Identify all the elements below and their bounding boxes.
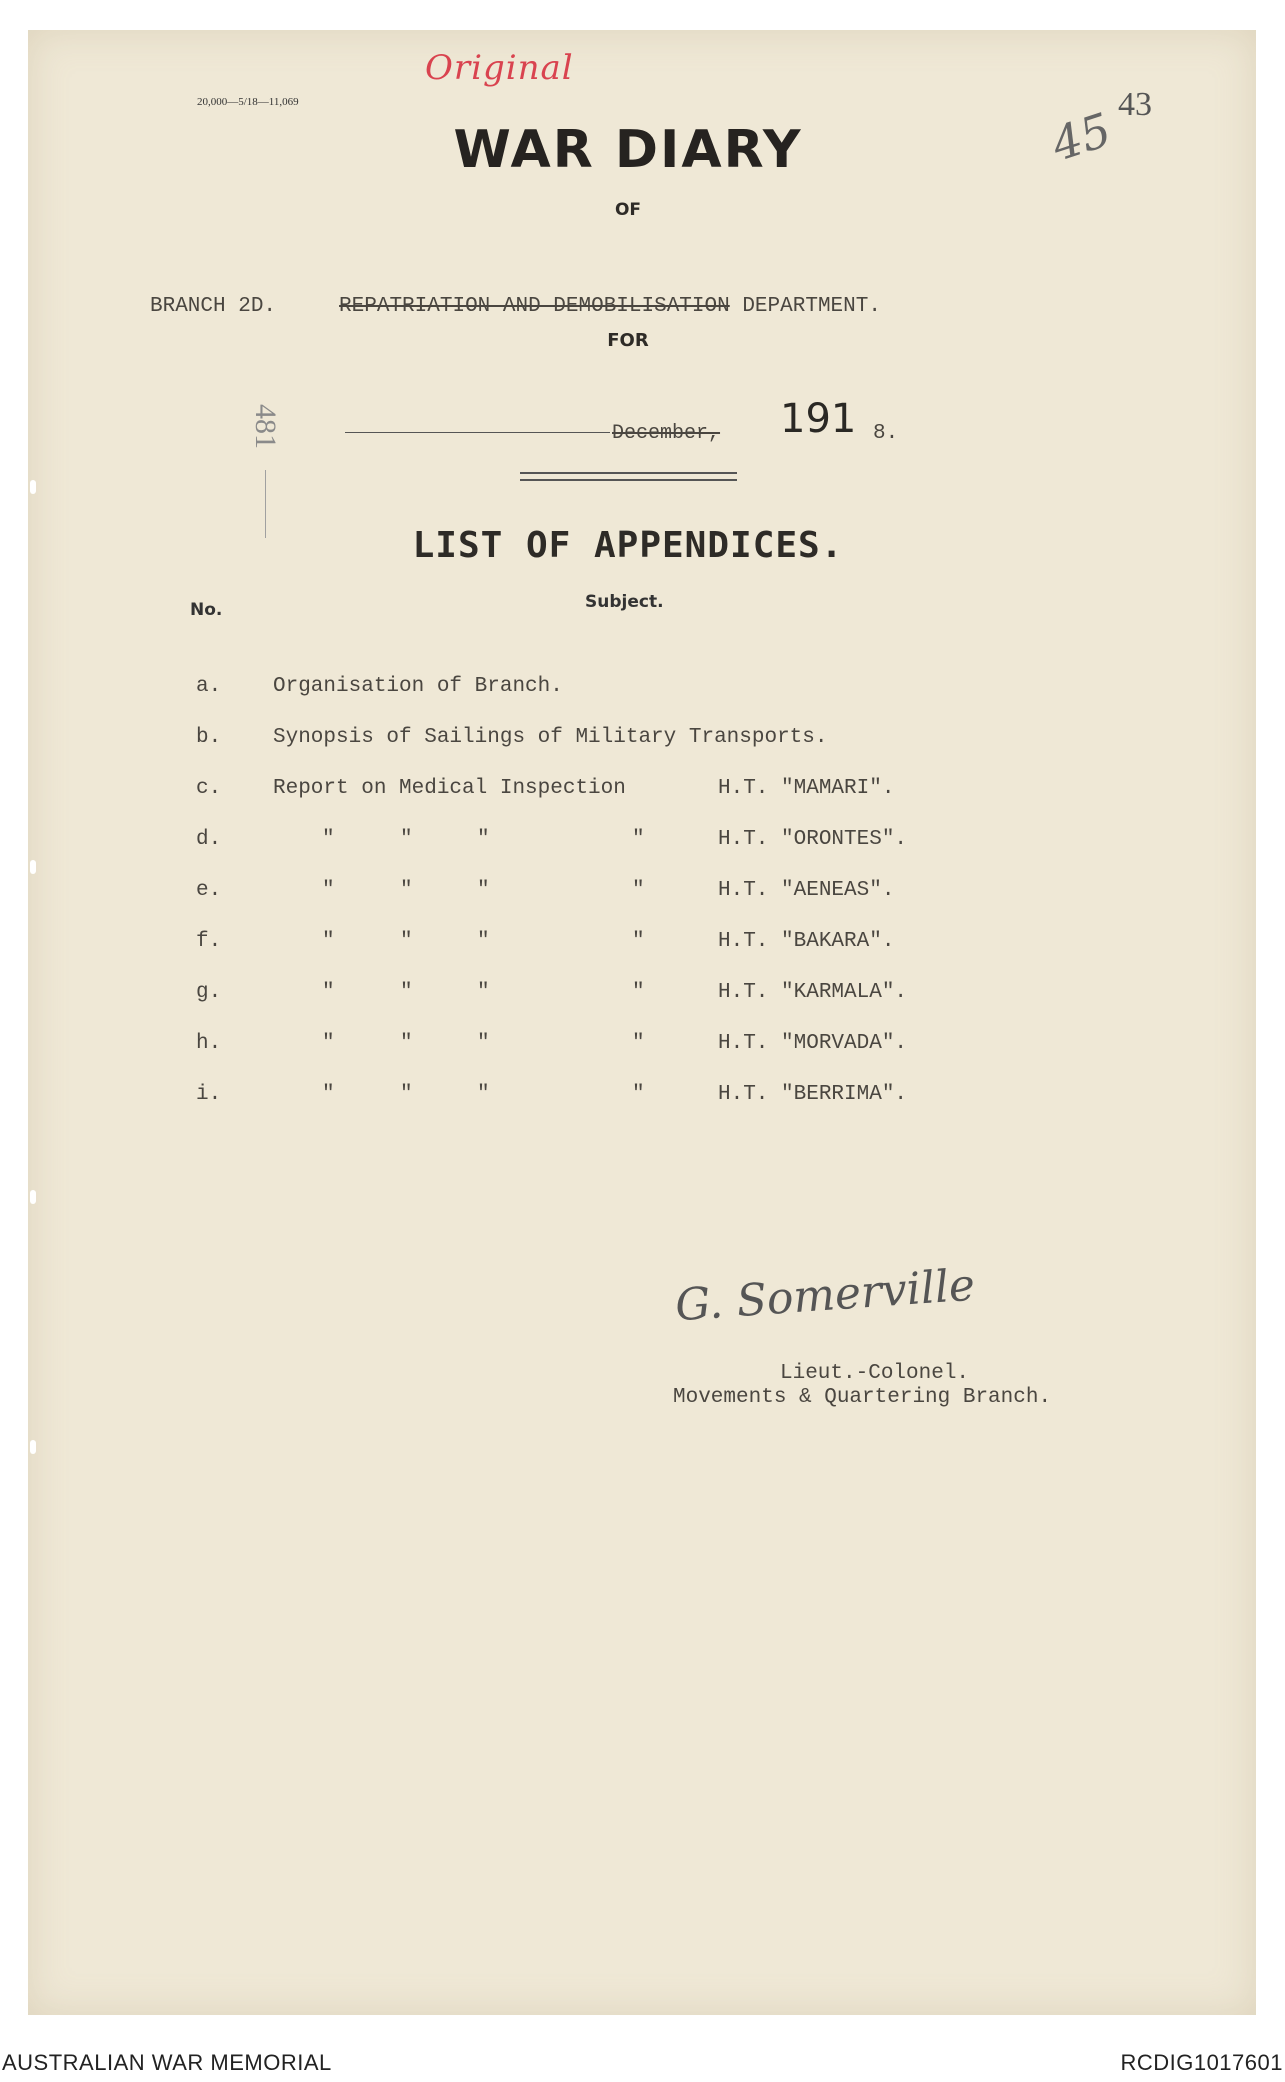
ditto-mark: " (632, 981, 645, 1004)
appendix-subject: Synopsis of Sailings of Military Transports. (273, 726, 828, 749)
ditto-mark: " (400, 828, 413, 851)
print-code: 20,000—5/18—11,069 (197, 96, 299, 108)
of-label: OF (614, 200, 642, 220)
document-title: WAR DIARY (453, 120, 803, 180)
appendix-letter: e. (196, 879, 222, 902)
appendix-vessel: H.T. "MORVADA". (718, 1032, 908, 1055)
ditto-mark: " (400, 879, 413, 902)
ditto-mark: " (322, 1032, 335, 1055)
ditto-mark: " (400, 1032, 413, 1055)
appendix-letter: c. (196, 777, 222, 800)
appendix-letter: b. (196, 726, 222, 749)
department-suffix: DEPARTMENT. (742, 295, 881, 318)
ditto-mark: " (322, 828, 335, 851)
ditto-mark: " (477, 930, 490, 953)
appendix-letter: i. (196, 1083, 222, 1106)
year-typed: 8. (873, 422, 899, 445)
appendix-vessel: H.T. "MAMARI". (718, 777, 895, 800)
department-struck: REPATRIATION AND DEMOBILISATION (339, 295, 730, 318)
ditto-mark: " (322, 1083, 335, 1106)
ditto-mark: " (477, 879, 490, 902)
date-rule (345, 432, 610, 433)
ditto-mark: " (400, 981, 413, 1004)
appendix-letter: a. (196, 675, 222, 698)
month: December, (612, 422, 721, 445)
branch-prefix: BRANCH 2D. (150, 295, 277, 318)
document-page (28, 30, 1256, 2015)
binder-hole (30, 860, 36, 874)
signatory-rank: Lieut.-Colonel. (780, 1362, 970, 1385)
ditto-mark: " (400, 1083, 413, 1106)
ditto-mark: " (632, 828, 645, 851)
ditto-mark: " (400, 930, 413, 953)
year-printed: 191 (780, 396, 857, 442)
appendix-vessel: H.T. "KARMALA". (718, 981, 908, 1004)
appendix-letter: f. (196, 930, 222, 953)
signatory-branch: Movements & Quartering Branch. (673, 1386, 1052, 1409)
appendix-vessel: H.T. "BAKARA". (718, 930, 895, 953)
ditto-mark: " (632, 930, 645, 953)
column-header-subject: Subject. (585, 592, 664, 612)
binder-hole (30, 480, 36, 494)
appendix-letter: h. (196, 1032, 222, 1055)
folio-number: 43 (1118, 86, 1152, 123)
ditto-mark: " (477, 828, 490, 851)
footer-id: RCDIG1017601 (1120, 2050, 1283, 2075)
ditto-mark: " (322, 879, 335, 902)
stamp-number: 481 (249, 404, 282, 449)
ditto-mark: " (477, 1032, 490, 1055)
column-header-no: No. (190, 600, 223, 620)
appendices-title: LIST OF APPENDICES. (412, 525, 844, 566)
appendix-vessel: H.T. "BERRIMA". (718, 1083, 908, 1106)
ditto-mark: " (477, 1083, 490, 1106)
appendix-letter: d. (196, 828, 222, 851)
appendix-subject: Organisation of Branch. (273, 675, 563, 698)
ditto-mark: " (322, 981, 335, 1004)
handwritten-annotation: Original (425, 48, 574, 88)
appendix-letter: g. (196, 981, 222, 1004)
footer-source: AUSTRALIAN WAR MEMORIAL (2, 2050, 332, 2075)
ditto-mark: " (322, 930, 335, 953)
appendix-subject: Report on Medical Inspection (273, 777, 626, 800)
branch-line (150, 295, 881, 318)
binder-hole (30, 1440, 36, 1454)
for-label: FOR (607, 330, 649, 351)
ditto-mark: " (477, 981, 490, 1004)
ditto-mark: " (632, 1032, 645, 1055)
appendix-vessel: H.T. "ORONTES". (718, 828, 908, 851)
ditto-mark: " (632, 879, 645, 902)
ditto-mark: " (632, 1083, 645, 1106)
binder-hole (30, 1190, 36, 1204)
appendix-vessel: H.T. "AENEAS". (718, 879, 895, 902)
signature: G. Somerville (673, 1259, 977, 1332)
pencil-mark: 45 (1045, 102, 1118, 172)
double-rule-divider (520, 472, 737, 481)
